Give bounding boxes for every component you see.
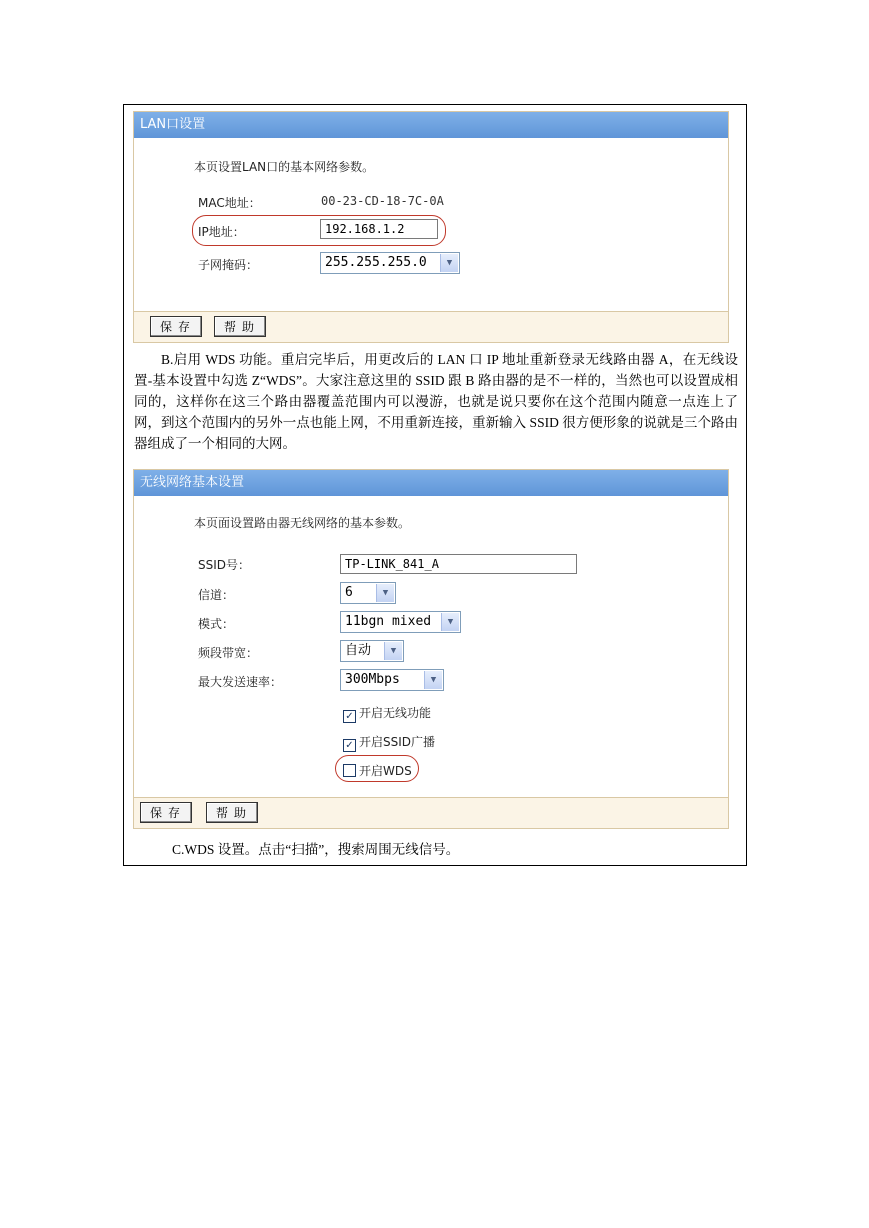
paragraph-c: C.WDS 设置。点击“扫描”，搜索周围无线信号。 <box>172 842 460 857</box>
wireless-panel-footer <box>134 797 728 828</box>
ssid-input[interactable] <box>340 554 577 574</box>
max-rate-select[interactable] <box>340 669 444 691</box>
bandwidth-label: 频段带宽： <box>198 646 259 660</box>
chevron-down-icon[interactable]: ▼ <box>384 642 402 660</box>
lan-intro-text: 本页设置LAN口的基本网络参数。 <box>194 160 375 174</box>
wireless-save-button[interactable]: 保存 <box>140 802 192 823</box>
enable-wireless-label: 开启无线功能 <box>359 706 432 720</box>
wireless-panel-title: 无线网络基本设置 <box>134 470 728 496</box>
document-frame <box>123 104 747 866</box>
chevron-down-icon[interactable]: ▼ <box>441 613 459 631</box>
check-icon[interactable]: ✓ <box>343 710 356 723</box>
enable-ssid-broadcast-label: 开启SSID广播 <box>359 735 436 749</box>
enable-wds-checkbox[interactable] <box>343 762 412 779</box>
chevron-down-icon[interactable]: ▼ <box>440 254 458 272</box>
chevron-down-icon[interactable]: ▼ <box>424 671 442 689</box>
max-rate-value: 300Mbps <box>345 672 400 687</box>
lan-panel-title: LAN口设置 <box>134 112 728 138</box>
lan-help-button[interactable]: 帮助 <box>214 316 266 337</box>
mode-value: 11bgn mixed <box>345 614 432 629</box>
bandwidth-select[interactable] <box>340 640 404 662</box>
chevron-down-icon[interactable]: ▼ <box>376 584 394 602</box>
checkbox-empty-icon[interactable] <box>343 764 356 777</box>
enable-wireless-checkbox[interactable] <box>343 704 431 723</box>
mode-label: 模式： <box>198 617 235 631</box>
enable-ssid-broadcast-checkbox[interactable] <box>343 733 435 752</box>
check-icon[interactable]: ✓ <box>343 739 356 752</box>
subnet-mask-value: 255.255.255.0 <box>325 255 427 270</box>
mac-label: MAC地址： <box>198 196 261 210</box>
paragraph-b: B.启用 WDS 功能。重启完毕后，用更改后的 LAN 口 IP 地址重新登录无线路由器 A，在无线设置-基本设置中勾选 Z“WDS”。大家注意这里的 SSID 跟 B 路由器的是不一样的，当然也可以设置成相同的，这样你在这三个路由器覆盖范围内可以漫游，也就是说只要你在这个范围内随意一点连上了网，到这个范围内的另外一点也能上网，不用重新连接，重新输入 SSID 很方便形象的说就是三个路由器组成了一个相同的大网。 <box>134 352 738 451</box>
subnet-mask-label: 子网掩码： <box>198 258 259 272</box>
max-rate-label: 最大发送速率： <box>198 675 283 689</box>
channel-value: 6 <box>345 585 353 600</box>
enable-wds-label: 开启WDS <box>359 764 412 778</box>
bandwidth-value: 自动 <box>345 643 372 658</box>
lan-settings-panel <box>133 111 729 343</box>
ssid-label: SSID号： <box>198 558 251 572</box>
mode-select[interactable] <box>340 611 461 633</box>
wireless-help-button[interactable]: 帮助 <box>206 802 258 823</box>
ip-label: IP地址： <box>198 225 245 239</box>
channel-label: 信道： <box>198 588 235 602</box>
lan-save-button[interactable]: 保存 <box>150 316 202 337</box>
channel-select[interactable] <box>340 582 396 604</box>
mac-value: 00-23-CD-18-7C-0A <box>321 194 444 208</box>
subnet-mask-select[interactable] <box>320 252 460 274</box>
ip-address-input[interactable] <box>320 219 438 239</box>
wireless-intro-text: 本页面设置路由器无线网络的基本参数。 <box>194 516 411 530</box>
lan-panel-footer <box>134 311 728 342</box>
wireless-settings-panel <box>133 469 729 829</box>
